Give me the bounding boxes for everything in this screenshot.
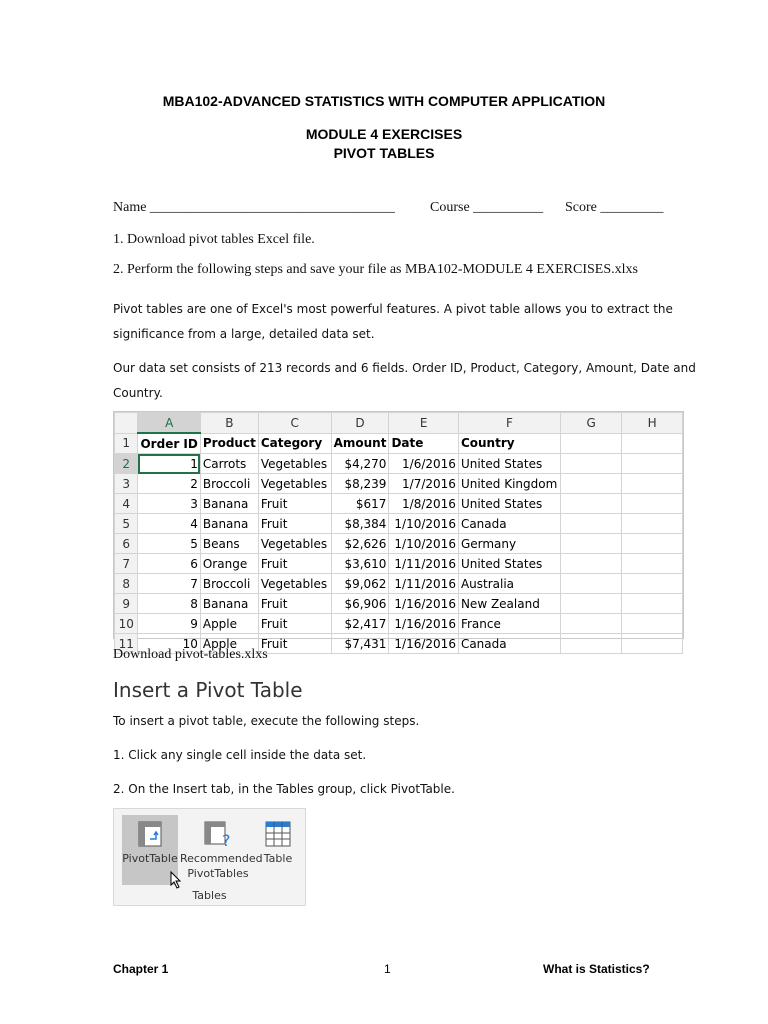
table-cell[interactable]: Vegetables xyxy=(258,574,331,594)
recommended-pivottables-button[interactable] xyxy=(180,815,263,885)
table-cell[interactable]: Fruit xyxy=(258,514,331,534)
row-header[interactable]: 11 xyxy=(115,634,138,654)
table-cell[interactable]: 1/6/2016 xyxy=(389,454,459,474)
table-cell[interactable]: Fruit xyxy=(258,594,331,614)
intro-paragraph-1-line-2: significance from a large, detailed data set. xyxy=(113,327,375,341)
table-cell[interactable] xyxy=(622,594,683,614)
score-field[interactable]: Score _________ xyxy=(565,200,664,215)
table-label: Table xyxy=(263,852,293,865)
table-cell[interactable]: 2 xyxy=(138,474,200,494)
table-cell[interactable]: $617 xyxy=(331,494,389,514)
field-header[interactable]: Order ID xyxy=(138,433,200,454)
column-header-h[interactable]: H xyxy=(622,413,683,434)
table-cell[interactable]: United States xyxy=(458,454,560,474)
row-header[interactable]: 1 xyxy=(115,433,138,454)
topic-title: PIVOT TABLES xyxy=(333,145,435,161)
intro-paragraph-2-line-1: Our data set consists of 213 records and 6 fields. Order ID, Product, Category, Amount, Date and xyxy=(113,361,696,375)
select-all-corner[interactable] xyxy=(115,413,138,434)
table-row xyxy=(115,534,683,554)
table-cell[interactable] xyxy=(622,534,683,554)
field-header[interactable]: Product xyxy=(200,433,258,454)
table-cell[interactable] xyxy=(622,554,683,574)
section-heading: Insert a Pivot Table xyxy=(113,678,303,702)
footer-page-number: 1 xyxy=(384,962,391,976)
download-caption[interactable]: Download pivot-tables.xlxs xyxy=(113,647,268,662)
table-cell[interactable] xyxy=(622,494,683,514)
table-row xyxy=(115,514,683,534)
table-row xyxy=(115,574,683,594)
table-cell[interactable]: Apple xyxy=(200,634,258,654)
table-cell[interactable] xyxy=(622,474,683,494)
table-cell[interactable] xyxy=(622,433,683,454)
row-header[interactable]: 9 xyxy=(115,594,138,614)
table-cell[interactable]: Canada xyxy=(458,634,560,654)
table-row xyxy=(115,594,683,614)
table-cell[interactable]: 8 xyxy=(138,594,200,614)
table-cell[interactable]: United Kingdom xyxy=(458,474,560,494)
table-cell[interactable] xyxy=(560,514,622,534)
table-cell[interactable]: 10 xyxy=(138,634,200,654)
table-cell[interactable]: $6,906 xyxy=(331,594,389,614)
table-cell[interactable]: Apple xyxy=(200,614,258,634)
table-cell[interactable]: United States xyxy=(458,494,560,514)
row-header[interactable]: 6 xyxy=(115,534,138,554)
table-row xyxy=(115,474,683,494)
tables-group-label: Tables xyxy=(192,889,227,902)
row-header[interactable]: 5 xyxy=(115,514,138,534)
intro-paragraph-1-line-1: Pivot tables are one of Excel's most powerful features. A pivot table allows you to extract the xyxy=(113,302,673,316)
column-header-f[interactable]: F xyxy=(458,413,560,434)
intro-paragraph-2-line-2: Country. xyxy=(113,386,163,400)
table-cell[interactable]: $7,431 xyxy=(331,634,389,654)
table-cell[interactable]: United States xyxy=(458,554,560,574)
table-cell[interactable]: Orange xyxy=(200,554,258,574)
table-cell[interactable]: $2,626 xyxy=(331,534,389,554)
recommended-pivottables-icon xyxy=(204,821,232,850)
column-header-d[interactable]: D xyxy=(331,413,389,434)
table-cell[interactable]: 1/16/2016 xyxy=(389,634,459,654)
table-cell[interactable] xyxy=(560,433,622,454)
row-header[interactable]: 3 xyxy=(115,474,138,494)
table-row xyxy=(115,614,683,634)
table-cell[interactable]: 1/8/2016 xyxy=(389,494,459,514)
footer-chapter-title: What is Statistics? xyxy=(543,962,650,976)
column-header-c[interactable]: C xyxy=(258,413,331,434)
table-cell[interactable] xyxy=(622,454,683,474)
table-cell[interactable]: Fruit xyxy=(258,614,331,634)
table-cell[interactable]: 1/16/2016 xyxy=(389,594,459,614)
table-cell[interactable] xyxy=(622,634,683,654)
row-header[interactable]: 2 xyxy=(115,454,138,474)
table-cell[interactable]: Germany xyxy=(458,534,560,554)
table-cell[interactable]: 6 xyxy=(138,554,200,574)
field-header[interactable]: Category xyxy=(258,433,331,454)
table-cell[interactable]: Broccoli xyxy=(200,474,258,494)
recommended-label-line-1: Recommended xyxy=(180,852,263,865)
table-cell[interactable] xyxy=(560,594,622,614)
table-cell[interactable]: Banana xyxy=(200,594,258,614)
table-cell[interactable]: Vegetables xyxy=(258,534,331,554)
table-cell[interactable]: Fruit xyxy=(258,634,331,654)
instruction-step-1: 1. Download pivot tables Excel file. xyxy=(113,232,315,247)
footer-chapter: Chapter 1 xyxy=(113,962,169,976)
table-cell[interactable]: Vegetables xyxy=(258,474,331,494)
instruction-step-2: 2. Perform the following steps and save your file as MBA102-MODULE 4 EXERCISES.xlxs xyxy=(113,262,638,277)
table-cell[interactable]: Banana xyxy=(200,494,258,514)
table-cell[interactable]: $8,384 xyxy=(331,514,389,534)
column-header-g[interactable]: G xyxy=(560,413,622,434)
table-cell[interactable] xyxy=(622,614,683,634)
table-cell[interactable]: Banana xyxy=(200,514,258,534)
table-row xyxy=(115,554,683,574)
course-title: MBA102-ADVANCED STATISTICS WITH COMPUTER APPLICATION xyxy=(162,93,606,109)
table-cell[interactable] xyxy=(560,634,622,654)
section-intro: To insert a pivot table, execute the following steps. xyxy=(113,714,420,728)
table-cell[interactable]: France xyxy=(458,614,560,634)
table-cell[interactable]: $4,270 xyxy=(331,454,389,474)
recommended-label-line-2: PivotTables xyxy=(187,867,249,880)
column-header-e[interactable]: E xyxy=(389,413,459,434)
table-icon xyxy=(265,821,291,847)
table-cell[interactable]: New Zealand xyxy=(458,594,560,614)
svg-text:?: ? xyxy=(222,831,231,850)
table-cell[interactable]: $2,417 xyxy=(331,614,389,634)
column-header-a[interactable]: A xyxy=(138,413,200,434)
table-cell[interactable]: Vegetables xyxy=(258,454,331,474)
table-cell[interactable]: Australia xyxy=(458,574,560,594)
table-cell[interactable]: Fruit xyxy=(258,554,331,574)
table-cell[interactable]: Fruit xyxy=(258,494,331,514)
table-cell[interactable] xyxy=(560,494,622,514)
table-cell[interactable]: 4 xyxy=(138,514,200,534)
table-cell[interactable] xyxy=(560,554,622,574)
table-row xyxy=(115,454,683,474)
field-header[interactable]: Country xyxy=(458,433,560,454)
row-header[interactable]: 10 xyxy=(115,614,138,634)
row-header[interactable]: 4 xyxy=(115,494,138,514)
pivottable-label: PivotTable xyxy=(122,852,178,865)
table-cell[interactable]: Carrots xyxy=(200,454,258,474)
table-cell[interactable]: $8,239 xyxy=(331,474,389,494)
course-field[interactable]: Course __________ xyxy=(430,200,544,215)
table-cell[interactable]: $9,062 xyxy=(331,574,389,594)
table-cell[interactable]: 1/11/2016 xyxy=(389,574,459,594)
table-cell[interactable] xyxy=(560,614,622,634)
table-cell[interactable]: 3 xyxy=(138,494,200,514)
table-cell[interactable] xyxy=(622,514,683,534)
table-cell[interactable]: 1 xyxy=(138,454,200,474)
table-cell[interactable]: Broccoli xyxy=(200,574,258,594)
section-step-1: 1. Click any single cell inside the data set. xyxy=(113,748,367,762)
table-cell[interactable]: $3,610 xyxy=(331,554,389,574)
table-cell[interactable]: 9 xyxy=(138,614,200,634)
ribbon-tables-group xyxy=(113,808,306,906)
spreadsheet-screenshot xyxy=(113,411,684,651)
table-cell[interactable] xyxy=(560,534,622,554)
name-field[interactable]: Name ___________________________________ xyxy=(113,200,395,215)
table-cell[interactable]: 7 xyxy=(138,574,200,594)
table-row xyxy=(115,494,683,514)
table-cell[interactable] xyxy=(560,574,622,594)
table-cell[interactable]: 1/11/2016 xyxy=(389,554,459,574)
table-cell[interactable] xyxy=(560,454,622,474)
table-cell[interactable]: 5 xyxy=(138,534,200,554)
table-cell[interactable]: Canada xyxy=(458,514,560,534)
table-cell[interactable]: 1/16/2016 xyxy=(389,614,459,634)
row-header[interactable]: 7 xyxy=(115,554,138,574)
table-cell[interactable]: 1/10/2016 xyxy=(389,514,459,534)
table-cell[interactable]: 1/10/2016 xyxy=(389,534,459,554)
table-cell[interactable] xyxy=(560,474,622,494)
table-cell[interactable] xyxy=(622,574,683,594)
table-cell[interactable]: 1/7/2016 xyxy=(389,474,459,494)
module-title: MODULE 4 EXERCISES xyxy=(305,126,463,142)
row-header[interactable]: 8 xyxy=(115,574,138,594)
field-header[interactable]: Amount xyxy=(331,433,389,454)
pivottable-icon xyxy=(138,821,162,847)
section-step-2: 2. On the Insert tab, in the Tables group, click PivotTable. xyxy=(113,782,455,796)
spreadsheet-table xyxy=(114,412,683,654)
table-cell[interactable]: Beans xyxy=(200,534,258,554)
field-header[interactable]: Date xyxy=(389,433,459,454)
column-header-b[interactable]: B xyxy=(200,413,258,434)
table-button[interactable] xyxy=(258,815,298,885)
